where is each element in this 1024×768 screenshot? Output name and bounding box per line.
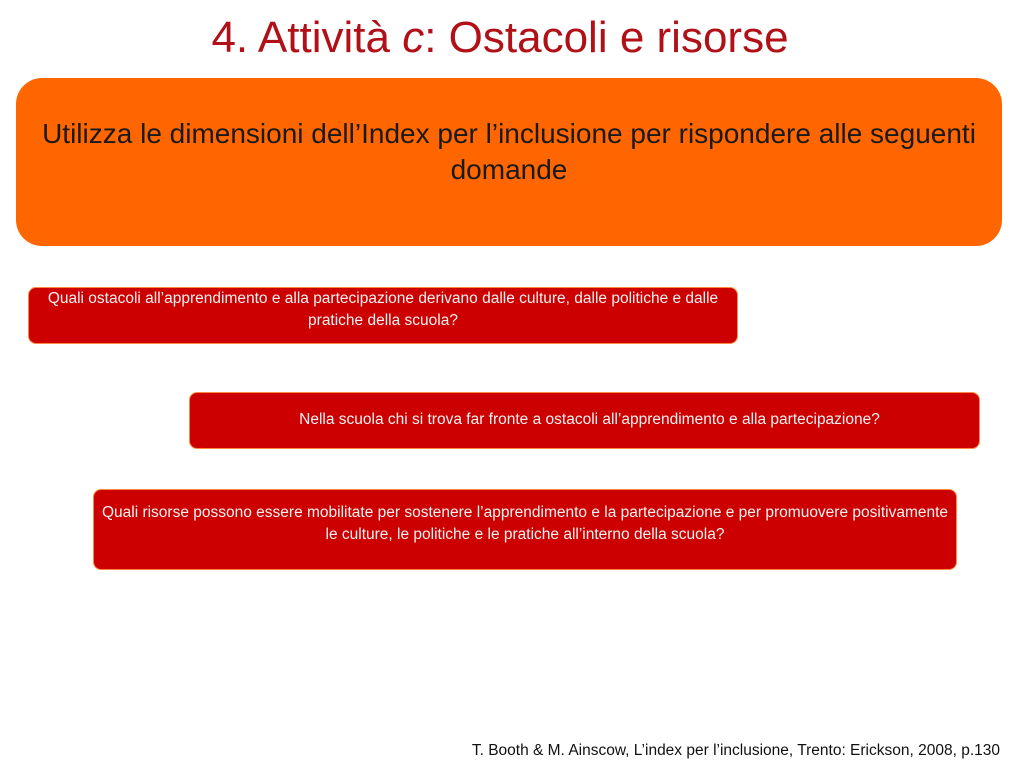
question-box-1 bbox=[28, 287, 738, 344]
question-text-2: Nella scuola chi si trova far fronte a ostacoli all’apprendimento e alla partecipazione? bbox=[299, 410, 880, 428]
question-text-1: Quali ostacoli all’apprendimento e alla partecipazione derivano dalle culture, dalle politiche e dalle pratiche della scuola? bbox=[47, 289, 719, 329]
intro-box bbox=[16, 78, 1002, 246]
title-suffix: : Ostacoli e risorse bbox=[424, 13, 789, 62]
question-box-3 bbox=[93, 489, 957, 570]
slide-title bbox=[0, 8, 1000, 68]
question-box-2 bbox=[189, 392, 980, 449]
title-prefix: 4. Attività bbox=[211, 13, 403, 62]
citation: T. Booth & M. Ainscow, L’index per l’inclusione, Trento: Erickson, 2008, p.130 bbox=[471, 742, 1000, 759]
question-text-3: Quali risorse possono essere mobilitate per sostenere l’apprendimento e la partecipazione e per promuovere positivamente le culture, le politiche e le pratiche all’interno della scuola? bbox=[101, 503, 949, 543]
intro-text: Utilizza le dimensioni dell’Index per l’inclusione per rispondere alle seguenti domande bbox=[42, 118, 976, 185]
title-italic-letter: c bbox=[402, 13, 425, 62]
